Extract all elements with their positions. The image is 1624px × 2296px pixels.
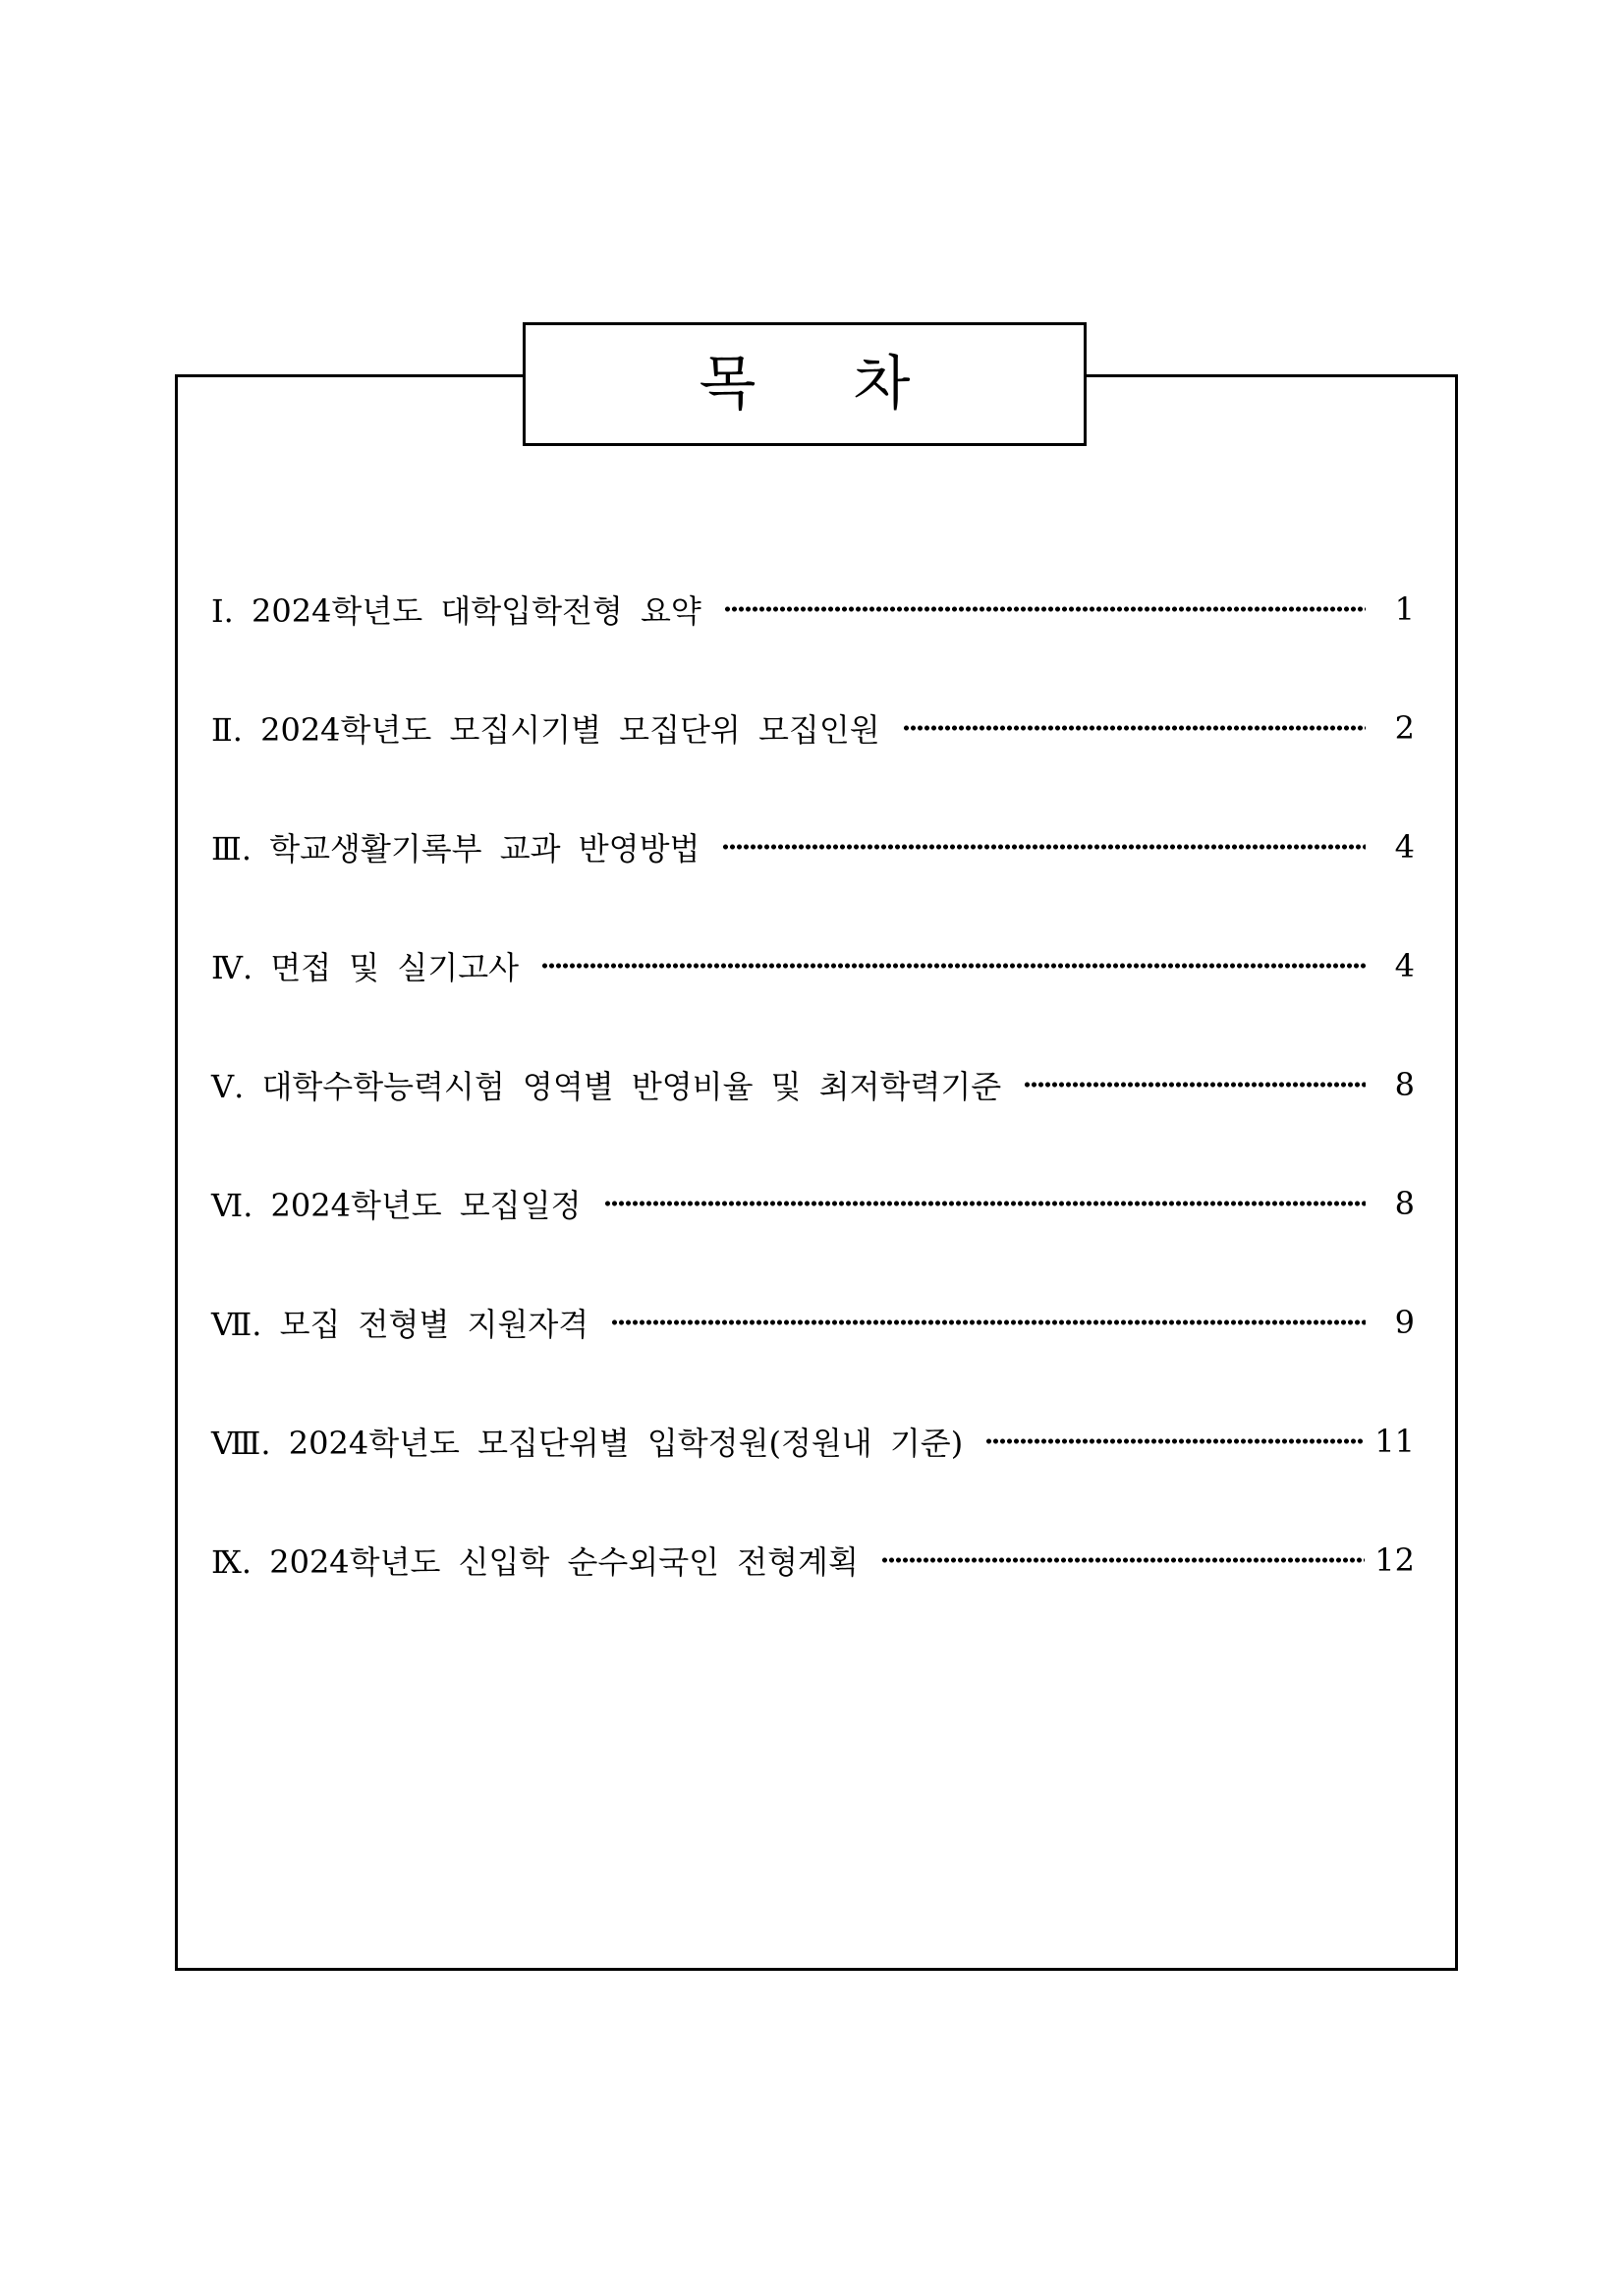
toc-list (211, 0, 1415, 2296)
toc-item-page: 8 (1394, 1185, 1415, 1222)
toc-item-page: 12 (1374, 1541, 1415, 1579)
page-title: 목 차 (699, 350, 950, 419)
dot-leader (986, 1437, 1365, 1445)
toc-item-9[interactable] (211, 1531, 1415, 1590)
toc-item-page: 11 (1374, 1423, 1415, 1460)
toc-item-4[interactable] (211, 936, 1415, 995)
toc-item-label: Ⅲ. 학교생활기록부 교과 반영방법 (211, 830, 700, 868)
toc-item-label: Ⅴ. 대학수학능력시험 영역별 반영비율 및 최저학력기준 (211, 1068, 1002, 1105)
toc-item-3[interactable] (211, 817, 1415, 876)
toc-item-6[interactable] (211, 1174, 1415, 1233)
dot-leader (723, 843, 1366, 851)
dot-leader (1025, 1081, 1366, 1089)
toc-item-label: Ⅷ. 2024학년도 모집단위별 입학정원(정원내 기준) (211, 1425, 964, 1462)
dot-leader (725, 605, 1366, 613)
toc-item-8[interactable] (211, 1412, 1415, 1471)
toc-item-page: 4 (1394, 828, 1415, 866)
toc-item-1[interactable] (211, 580, 1415, 639)
dot-leader (542, 962, 1366, 970)
toc-item-label: Ⅸ. 2024학년도 신입학 순수외국인 전형계획 (211, 1543, 859, 1581)
toc-item-page: 9 (1394, 1304, 1415, 1341)
toc-item-label: Ⅵ. 2024학년도 모집일정 (211, 1187, 582, 1224)
toc-item-label: Ⅱ. 2024학년도 모집시기별 모집단위 모집인원 (211, 711, 880, 749)
toc-item-2[interactable] (211, 699, 1415, 757)
dot-leader (904, 724, 1366, 732)
toc-item-page: 1 (1394, 590, 1415, 628)
toc-item-7[interactable] (211, 1293, 1415, 1352)
toc-item-page: 2 (1394, 709, 1415, 747)
toc-item-page: 4 (1394, 947, 1415, 984)
toc-item-label: Ⅶ. 모집 전형별 지원자격 (211, 1306, 589, 1343)
toc-item-label: Ⅰ. 2024학년도 대학입학전형 요약 (211, 592, 701, 630)
toc-item-page: 8 (1394, 1066, 1415, 1103)
toc-item-5[interactable] (211, 1055, 1415, 1114)
toc-item-label: Ⅳ. 면접 및 실기고사 (211, 949, 520, 986)
dot-leader (882, 1556, 1365, 1564)
dot-leader (612, 1318, 1366, 1326)
dot-leader (605, 1200, 1366, 1207)
